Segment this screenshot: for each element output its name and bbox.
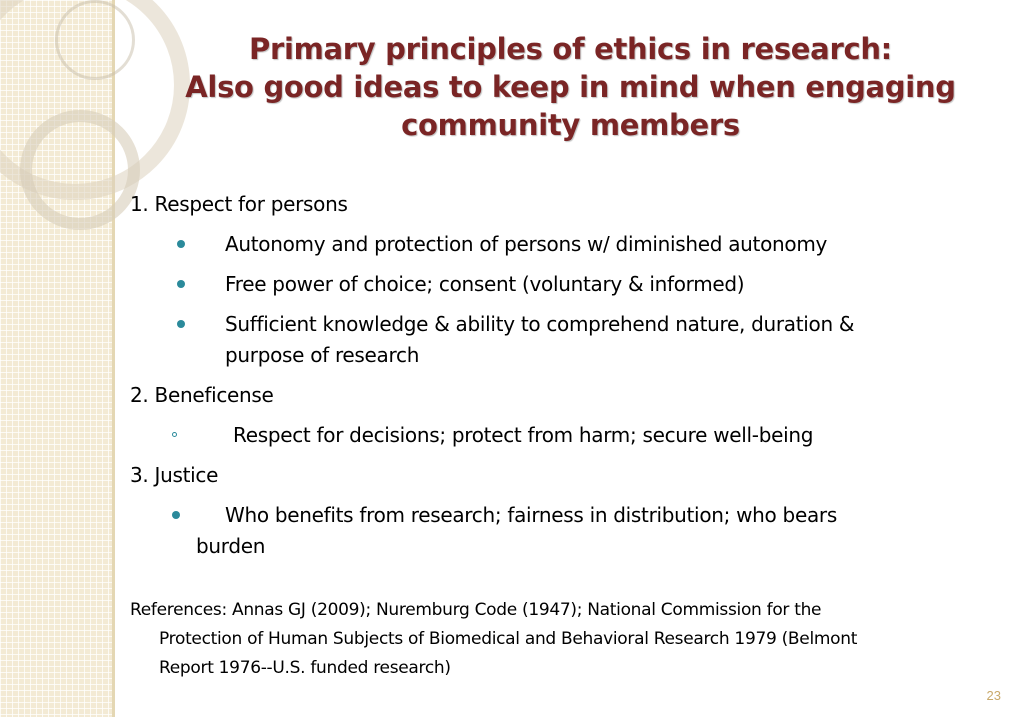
bullet-text-continued: burden [196,534,266,558]
bullet-text: Sufficient knowledge & ability to comprehend nature, duration & [225,312,855,336]
bullet-text: Respect for decisions; protect from harm; secure well-being [233,423,814,447]
bullet-icon [177,320,185,328]
hollow-bullet-icon [172,432,177,437]
references [130,596,1010,683]
title-line-2: Also good ideas to keep in mind when engaging [185,70,956,104]
bullet-icon [172,511,180,519]
section-heading: 3. Justice [130,463,219,487]
section-heading: 2. Beneficense [130,383,274,407]
title-line-3: community members [401,108,740,142]
bullet-icon [177,240,185,248]
references-line: Report 1976--U.S. funded research) [159,658,451,678]
bullet-text: Free power of choice; consent (voluntary & informed) [225,272,745,296]
references-line: Protection of Human Subjects of Biomedical and Behavioral Research 1979 (Belmont [159,629,858,649]
section-heading: 1. Respect for persons [130,192,348,216]
title-line-1: Primary principles of ethics in research: [249,32,892,66]
page-number: 23 [986,688,1001,703]
bullet-icon [177,280,185,288]
references-line: References: Annas GJ (2009); Nuremburg Code (1947); National Commission for the [130,600,822,620]
bullet-text-continued: purpose of research [225,343,420,367]
slide-title [118,30,1023,144]
bullet-text: Autonomy and protection of persons w/ diminished autonomy [225,232,828,256]
bullet-text: Who benefits from research; fairness in distribution; who bears [225,503,837,527]
